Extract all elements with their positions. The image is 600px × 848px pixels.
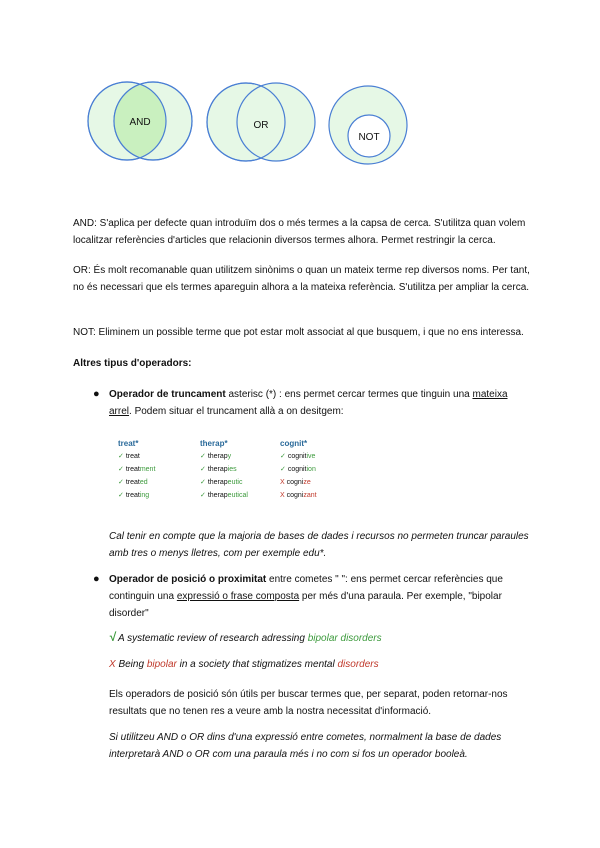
- check-icon: ✓: [200, 492, 208, 499]
- truncation-operator-text: Operador de truncament asterisc (*) : ens permet cercar termes que tinguin una mateixa arrel. Podem situar el truncament allà a on desitgem:: [109, 389, 508, 417]
- bullet-dot: ●: [93, 573, 100, 585]
- section-title: Altres tipus d'operadors:: [73, 358, 192, 369]
- same-root-link: mateixa arrel: [109, 389, 508, 417]
- and-label: AND: [129, 117, 151, 128]
- not-definition: NOT: Eliminem un possible terme que pot estar molt associat al que busquem, i que no ens interessa.: [73, 327, 524, 338]
- good-example: √ A systematic review of research adressing bipolar disorders: [109, 630, 382, 644]
- or-venn: [207, 83, 315, 161]
- truncation-column-header: cognit*: [280, 439, 308, 448]
- proximity-explanation: Els operadors de posició són útils per buscar termes que, per separat, poden retornar-nos resultats que no tenen res a veure amb la nostra necessitat d'informació.: [109, 689, 508, 717]
- truncation-column: [118, 437, 208, 502]
- truncation-column: [280, 437, 370, 502]
- check-icon: ✓: [200, 479, 208, 486]
- check-icon: ✓: [280, 466, 288, 473]
- truncation-row: ✓ treat: [118, 453, 140, 460]
- check-icon: ✓: [280, 453, 288, 460]
- bullet-dot: ●: [93, 388, 100, 400]
- check-icon: ✓: [118, 479, 126, 486]
- truncation-column-header: therap*: [200, 439, 228, 448]
- truncation-row: X cognizant: [280, 492, 317, 499]
- boolean-venn-diagrams: [0, 0, 600, 180]
- truncation-title: Operador de truncament: [109, 389, 226, 400]
- check-icon: ✓: [118, 492, 126, 499]
- truncation-column-header: treat*: [118, 439, 139, 448]
- truncation-note: Cal tenir en compte que la majoria de bases de dades i recursos no permeten truncar paraules amb tres o menys lletres, com per exemple edu*.: [109, 531, 529, 559]
- truncation-column: [200, 437, 290, 502]
- not-venn: [329, 86, 407, 164]
- proximity-operator-text: Operador de posició o proximitat entre cometes " ": ens permet cercar referències que continguin una expressió o frase composta per més d'una paraula. Per exemple, "bipolar disorder": [109, 574, 503, 619]
- cross-icon: X: [280, 479, 287, 486]
- truncation-row: ✓ cognitive: [280, 453, 316, 460]
- truncation-row: ✓ therapies: [200, 466, 237, 473]
- truncation-row: ✓ treated: [118, 479, 148, 486]
- or-label: OR: [253, 120, 269, 131]
- check-icon: ✓: [118, 453, 126, 460]
- and-venn: [88, 82, 192, 160]
- check-icon: ✓: [200, 466, 208, 473]
- or-definition: OR: És molt recomanable quan utilitzem sinònims o quan un mateix terme rep diversos noms. Per tant, no és necessari que els termes apareguin alhora a la mateixa referència. S'utilitza per ampliar la cerca.: [73, 265, 530, 293]
- check-icon: ✓: [200, 453, 208, 460]
- not-label: NOT: [358, 132, 380, 143]
- truncation-row: X cognize: [280, 479, 311, 486]
- proximity-note: Si utilitzeu AND o OR dins d'una expressió entre cometes, normalment la base de dades interpretarà AND o OR com una paraula més i no com si fos un operador booleà.: [109, 732, 502, 760]
- truncation-row: ✓ therapy: [200, 453, 232, 460]
- check-icon: ✓: [118, 466, 126, 473]
- and-definition: AND: S'aplica per defecte quan introduïm dos o més termes a la capsa de cerca. S'utilitza quan volem localitzar referències d'articles que relacionin diversos termes alhora. Permet restringir la cerca.: [73, 218, 526, 246]
- cross-icon: X: [109, 659, 116, 670]
- bad-example: X Being bipolar in a society that stigmatizes mental disorders: [109, 659, 379, 670]
- proximity-title: Operador de posició o proximitat: [109, 574, 267, 585]
- truncation-row: ✓ cognition: [280, 466, 316, 473]
- truncation-row: ✓ therapeutical: [200, 492, 248, 499]
- truncation-row: ✓ treatment: [118, 466, 156, 473]
- phrase-link: expressió o frase composta: [176, 591, 300, 602]
- truncation-row: ✓ treating: [118, 492, 150, 499]
- cross-icon: X: [280, 492, 287, 499]
- check-icon: √: [109, 630, 116, 644]
- truncation-row: ✓ therapeutic: [200, 479, 243, 486]
